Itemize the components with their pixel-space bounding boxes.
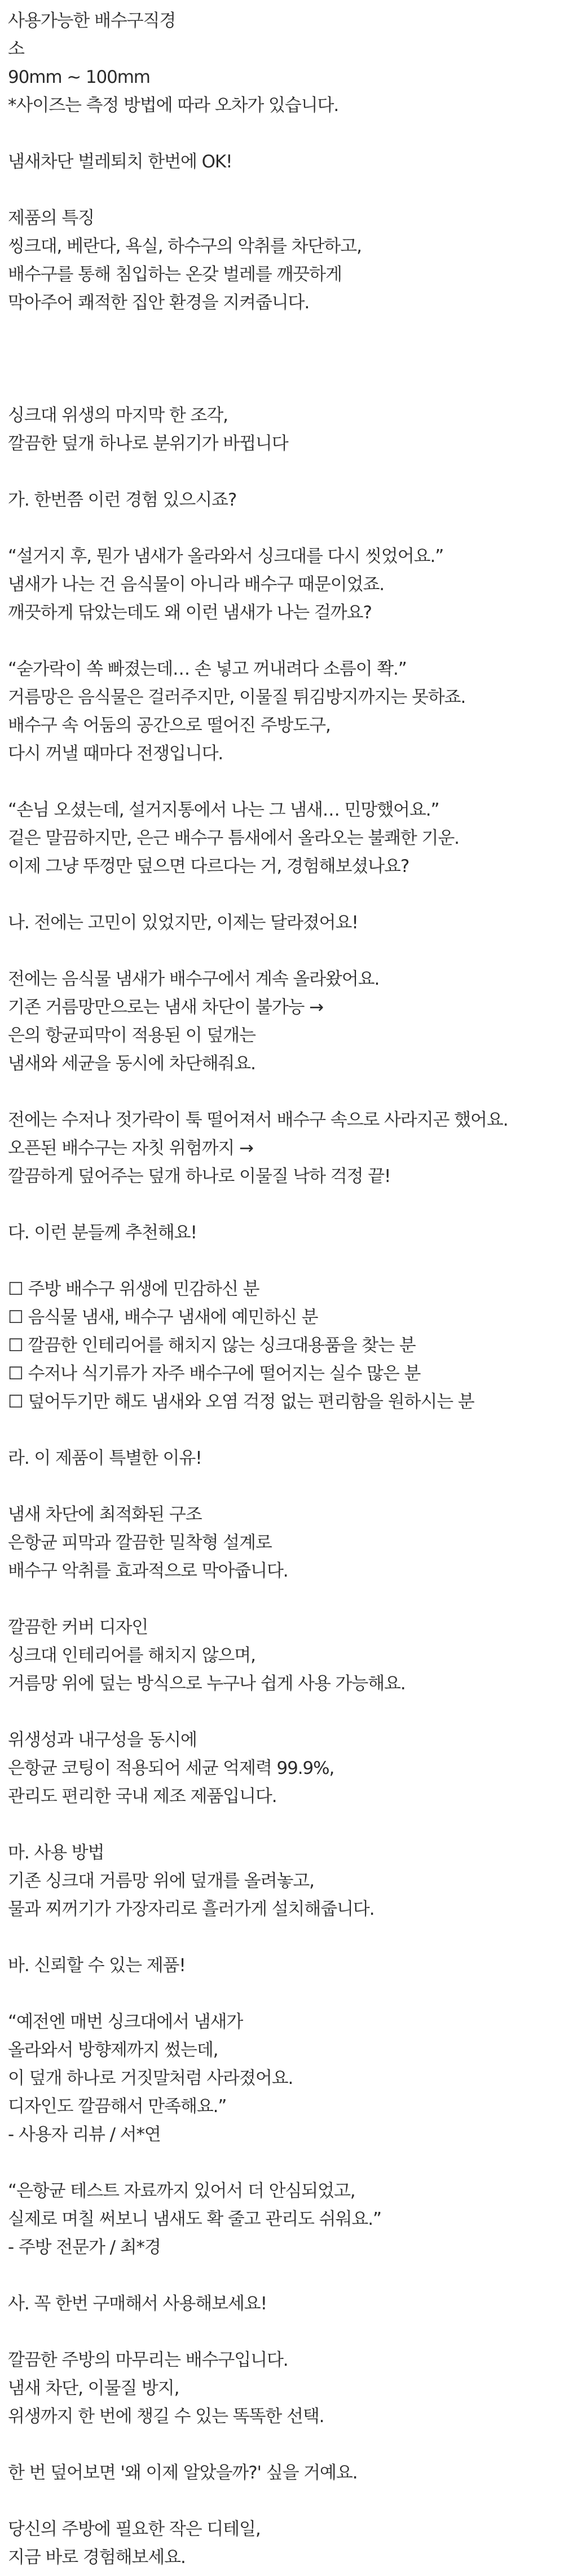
text-line: 기존 싱크대 거름망 위에 덮개를 올려놓고, xyxy=(8,1871,314,1891)
text-line: 다. 이런 분들께 추천해요! xyxy=(8,1223,197,1243)
text-line: 한 번 덮어보면 '왜 이제 알았을까?' 싶을 거예요. xyxy=(8,2463,358,2483)
text-line: 냄새가 나는 건 음식물이 아니라 배수구 때문이었죠. xyxy=(8,574,385,595)
text-line: “설거지 후, 뭔가 냄새가 올라와서 싱크대를 다시 씻었어요.” xyxy=(8,546,444,566)
text-line: “손님 오셨는데, 설거지통에서 나는 그 냄새… 민망했어요.” xyxy=(8,800,439,820)
text-line: *사이즈는 측정 방법에 따라 오차가 있습니다. xyxy=(8,95,339,116)
text-line: 이제 그냥 뚜껑만 덮으면 다르다는 거, 경험해보셨나요? xyxy=(8,856,409,877)
text-line: 올라와서 방향제까지 썼는데, xyxy=(8,2040,218,2060)
text-line: 위생까지 한 번에 챙길 수 있는 똑똑한 선택. xyxy=(8,2406,324,2427)
text-line: - 사용자 리뷰 / 서*연 xyxy=(8,2124,161,2145)
text-line: 막아주어 쾌적한 집안 환경을 지켜줍니다. xyxy=(8,293,310,313)
text-line: 소 xyxy=(8,39,24,59)
text-line: 냄새 차단, 이물질 방지, xyxy=(8,2378,179,2398)
text-line: 은항균 코팅이 적용되어 세균 억제력 99.9%, xyxy=(8,1758,334,1778)
text-line: 사용가능한 배수구직경 xyxy=(8,11,176,31)
text-line: 전에는 수저나 젓가락이 툭 떨어져서 배수구 속으로 사라지곤 했어요. xyxy=(8,1110,508,1130)
text-line: 깔끔하게 덮어주는 덮개 하나로 이물질 낙하 걱정 끝! xyxy=(8,1166,391,1187)
text-line: 거름망은 음식물은 걸러주지만, 이물질 튀김방지까지는 못하죠. xyxy=(8,687,466,707)
text-line: 은의 항균피막이 적용된 이 덮개는 xyxy=(8,1025,255,1046)
text-line: 90mm ~ 100mm xyxy=(8,67,150,87)
text-line: ☐ 주방 배수구 위생에 민감하신 분 xyxy=(8,1279,259,1299)
text-line: 기존 거름망만으로는 냄새 차단이 불가능 → xyxy=(8,997,324,1017)
text-line: 깔끔한 덮개 하나로 분위기가 바뀝니다 xyxy=(8,433,288,454)
text-line: 라. 이 제품이 특별한 이유! xyxy=(8,1448,202,1468)
text-line: ☐ 덮어두기만 해도 냄새와 오염 걱정 없는 편리함을 원하시는 분 xyxy=(8,1392,474,1412)
text-line: 관리도 편리한 국내 제조 제품입니다. xyxy=(8,1786,277,1807)
text-line: 깔끔한 주방의 마무리는 배수구입니다. xyxy=(8,2350,288,2370)
text-line: 싱크대 위생의 마지막 한 조각, xyxy=(8,405,228,426)
text-line: 씽크대, 베란다, 욕실, 하수구의 악취를 차단하고, xyxy=(8,236,362,256)
text-line: 배수구 속 어둠의 공간으로 떨어진 주방도구, xyxy=(8,715,331,736)
text-line: 깔끔한 커버 디자인 xyxy=(8,1617,148,1637)
text-line: 겉은 말끔하지만, 은근 배수구 틈새에서 올라오는 불쾌한 기운. xyxy=(8,828,459,848)
text-line: 나. 전에는 고민이 있었지만, 이제는 달라졌어요! xyxy=(8,913,358,933)
text-line: “예전엔 매번 싱크대에서 냄새가 xyxy=(8,2012,243,2032)
text-line: 거름망 위에 덮는 방식으로 누구나 쉽게 사용 가능해요. xyxy=(8,1674,406,1694)
text-line: “은항균 테스트 자료까지 있어서 더 안심되었고, xyxy=(8,2181,355,2201)
text-line: 바. 신뢰할 수 있는 제품! xyxy=(8,1955,186,1976)
text-line: 오픈된 배수구는 자칫 위험까지 → xyxy=(8,1138,253,1158)
text-line: 깨끗하게 닦았는데도 왜 이런 냄새가 나는 걸까요? xyxy=(8,603,372,623)
text-line: 배수구를 통해 침입하는 온갖 벌레를 깨끗하게 xyxy=(8,264,342,285)
text-line: ☐ 깔끔한 인테리어를 해치지 않는 싱크대용품을 찾는 분 xyxy=(8,1335,416,1356)
text-line: 실제로 며칠 써보니 냄새도 확 줄고 관리도 쉬워요.” xyxy=(8,2209,381,2229)
text-line: 마. 사용 방법 xyxy=(8,1843,104,1863)
text-line: 전에는 음식물 냄새가 배수구에서 계속 올라왔어요. xyxy=(8,969,380,989)
text-line: 가. 한번쯤 이런 경험 있으시죠? xyxy=(8,490,237,510)
text-line: 제품의 특징 xyxy=(8,208,94,228)
text-line: ☐ 수저나 식기류가 자주 배수구에 떨어지는 실수 많은 분 xyxy=(8,1364,421,1384)
text-line: 이 덮개 하나로 거짓말처럼 사라졌어요. xyxy=(8,2068,293,2088)
text-line: 냄새 차단에 최적화된 구조 xyxy=(8,1504,202,1525)
text-line: 냄새와 세균을 동시에 차단해줘요. xyxy=(8,1054,255,1074)
text-line: 싱크대 인테리어를 해치지 않으며, xyxy=(8,1645,255,1666)
text-line: 디자인도 깔끔해서 만족해요.” xyxy=(8,2096,227,2117)
text-line: - 주방 전문가 / 최*경 xyxy=(8,2237,161,2258)
text-line: 위생성과 내구성을 동시에 xyxy=(8,1730,197,1750)
text-line: 배수구 악취를 효과적으로 막아줍니다. xyxy=(8,1561,288,1581)
text-line: 당신의 주방에 필요한 작은 디테일, xyxy=(8,2519,261,2539)
text-line: 사. 꼭 한번 구매해서 사용해보세요! xyxy=(8,2294,267,2314)
text-line: 물과 찌꺼기가 가장자리로 흘러가게 설치해줍니다. xyxy=(8,1899,374,1919)
text-line: ☐ 음식물 냄새, 배수구 냄새에 예민하신 분 xyxy=(8,1307,318,1327)
text-line: “숟가락이 쏙 빠졌는데… 손 넣고 꺼내려다 소름이 쫙.” xyxy=(8,659,407,679)
text-line: 은항균 피막과 깔끔한 밀착형 설계로 xyxy=(8,1533,272,1553)
text-line: 냄새차단 벌레퇴치 한번에 OK! xyxy=(8,152,232,172)
text-line: 다시 꺼낼 때마다 전쟁입니다. xyxy=(8,743,223,764)
text-line: 지금 바로 경험해보세요. xyxy=(8,2547,186,2568)
